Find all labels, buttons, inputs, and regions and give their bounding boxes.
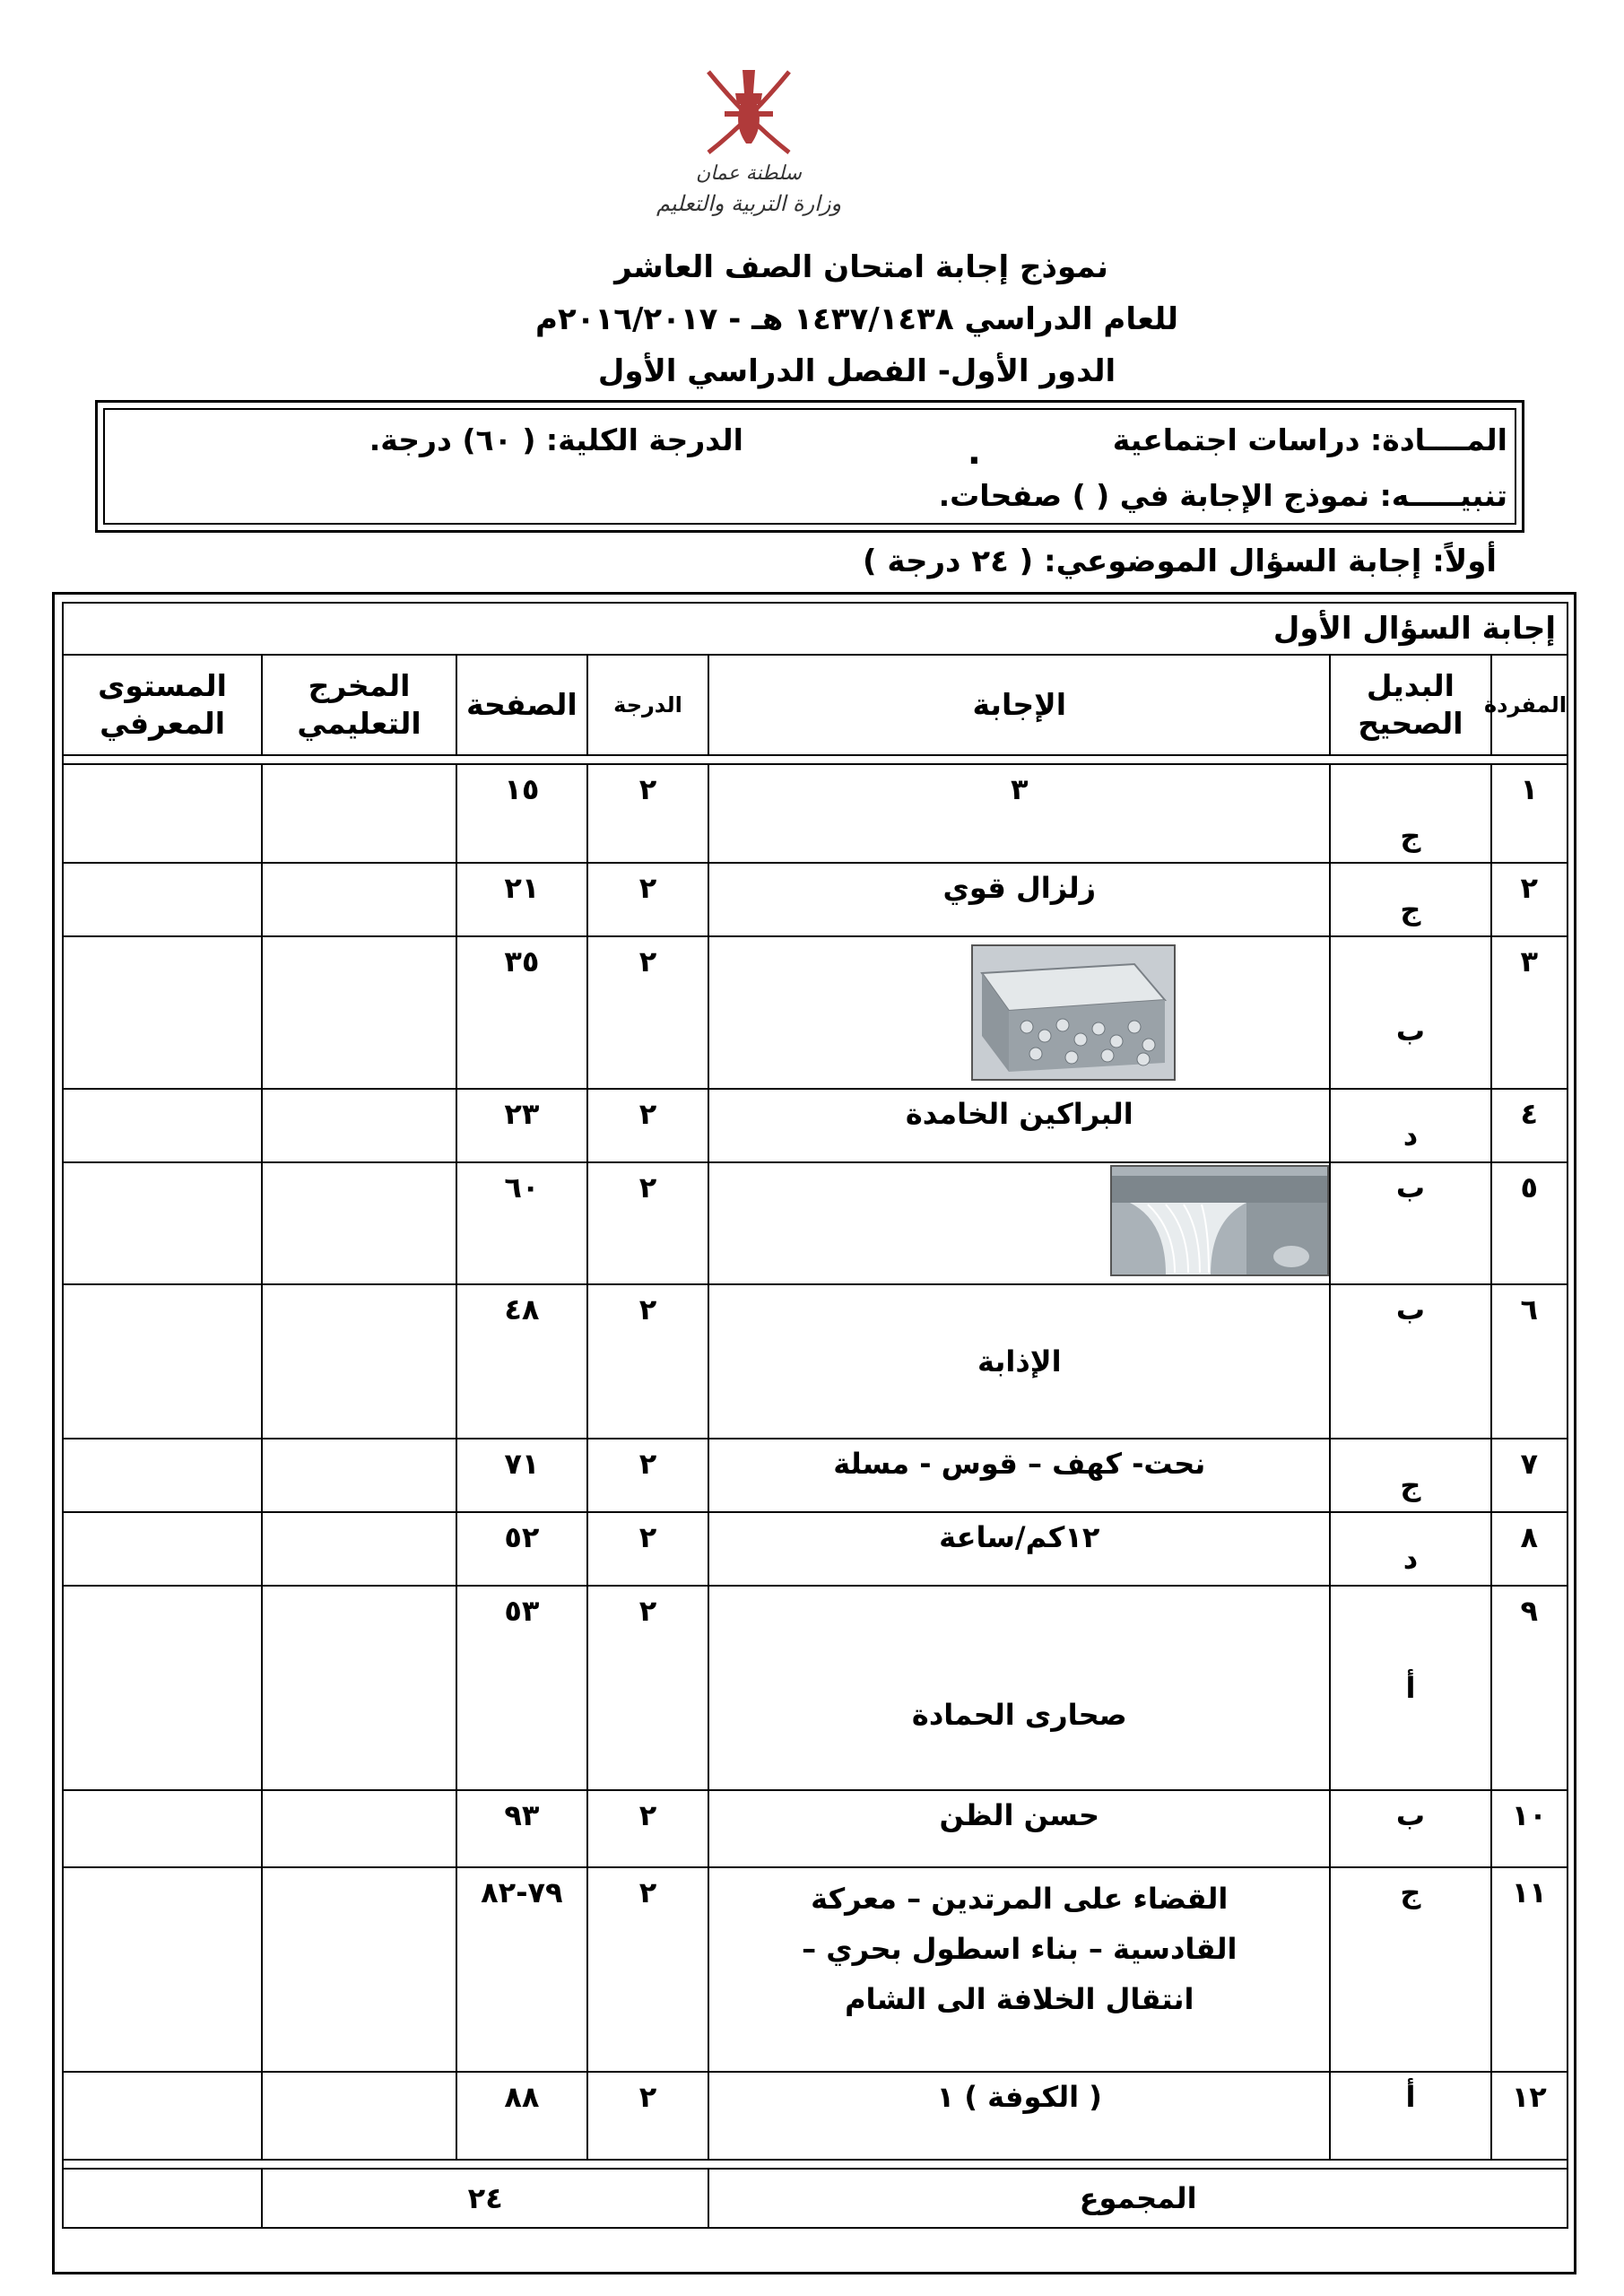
- item-number: ٨: [1491, 1512, 1568, 1586]
- outcome-cell: [262, 764, 456, 863]
- level-cell: [63, 1512, 262, 1586]
- oman-emblem-icon: [646, 54, 852, 224]
- item-number: ١: [1491, 764, 1568, 863]
- item-number: ٢: [1491, 863, 1568, 936]
- item-number: ٩: [1491, 1586, 1568, 1790]
- header-choice: البديل الصحيح: [1330, 655, 1490, 755]
- answer-line: انتقال الخلافة الى الشام: [845, 1982, 1194, 2016]
- header-level: المستوى المعرفي: [63, 655, 262, 755]
- table-row: [63, 863, 1568, 936]
- page-number: ٣٥: [456, 936, 587, 1089]
- mark: ٢: [587, 1162, 708, 1284]
- table-row: [63, 764, 1568, 863]
- header-item: المفردة: [1491, 655, 1568, 755]
- item-number: ٦: [1491, 1284, 1568, 1439]
- item-number: ٧: [1491, 1439, 1568, 1512]
- outcome-cell: [262, 936, 456, 1089]
- correct-choice: ج: [1330, 863, 1490, 936]
- total-row: [63, 2169, 1568, 2228]
- mark: ٢: [587, 1586, 708, 1790]
- level-cell: [63, 1586, 262, 1790]
- answer-image-cell: [708, 936, 1330, 1089]
- answer-text: ٣: [708, 764, 1330, 863]
- outcome-cell: [262, 1586, 456, 1790]
- mark: ٢: [587, 1284, 708, 1439]
- page-number: ٢٣: [456, 1089, 587, 1162]
- document-title: نموذج إجابة امتحان الصف العاشر: [614, 249, 1108, 285]
- waterfall-image: [1110, 1165, 1329, 1276]
- correct-choice: ب: [1330, 1284, 1490, 1439]
- page-number: ٩٣: [456, 1790, 587, 1867]
- table-row: [63, 1512, 1568, 1586]
- total-empty-cell: [63, 2169, 262, 2228]
- level-cell: [63, 1284, 262, 1439]
- total-value: ٢٤: [262, 2169, 708, 2228]
- svg-text:وزارة التربية والتعليم: وزارة التربية والتعليم: [656, 191, 842, 216]
- answer-text-multiline: [708, 1867, 1330, 2072]
- table-row: [63, 1586, 1568, 1790]
- answer-line: القادسية – بناء اسطول بحري –: [802, 1932, 1238, 1966]
- table-row: [63, 1439, 1568, 1512]
- level-cell: [63, 1790, 262, 1867]
- answer-line: القضاء على المرتدين – معركة: [811, 1882, 1229, 1916]
- page-number: ٨٨: [456, 2072, 587, 2160]
- mark: ٢: [587, 1439, 708, 1512]
- outcome-cell: [262, 1512, 456, 1586]
- svg-text:سلطنة عمان: سلطنة عمان: [696, 162, 802, 185]
- table-row: [63, 1089, 1568, 1162]
- outcome-cell: [262, 1439, 456, 1512]
- outcome-cell: [262, 1867, 456, 2072]
- outcome-cell: [262, 1162, 456, 1284]
- header-outcome: المخرج التعليمي: [262, 655, 456, 755]
- total-label: المجموع: [708, 2169, 1568, 2228]
- outcome-cell: [262, 2072, 456, 2160]
- mark: ٢: [587, 1790, 708, 1867]
- level-cell: [63, 863, 262, 936]
- item-number: ٣: [1491, 936, 1568, 1089]
- correct-choice: أ: [1330, 1586, 1490, 1790]
- header-mark: الدرجة: [587, 655, 708, 755]
- item-number: ٥: [1491, 1162, 1568, 1284]
- answer-text: البراكين الخامدة: [708, 1089, 1330, 1162]
- page-number: ٥٣: [456, 1586, 587, 1790]
- outcome-cell: [262, 863, 456, 936]
- table-row: [63, 1790, 1568, 1867]
- mark: ٢: [587, 863, 708, 936]
- pages-notice: تنبيـــــه: نموذج الإجابة في ( ) صفحات.: [938, 478, 1507, 513]
- subject-label: المــــادة: دراسات اجتماعية: [1112, 422, 1507, 457]
- mark: ٢: [587, 1512, 708, 1586]
- academic-year: للعام الدراسي ١٤٣٧/١٤٣٨ هـ - ٢٠١٦/٢٠١٧م: [535, 301, 1178, 337]
- page-number: ١٥: [456, 764, 587, 863]
- mark: ٢: [587, 764, 708, 863]
- level-cell: [63, 2072, 262, 2160]
- dot-mark: .: [967, 431, 981, 473]
- correct-choice: ب: [1330, 936, 1490, 1089]
- mark: ٢: [587, 936, 708, 1089]
- level-cell: [63, 1162, 262, 1284]
- page-number: ٢١: [456, 863, 587, 936]
- page-number: ٧٩-٨٢: [456, 1867, 587, 2072]
- level-cell: [63, 1089, 262, 1162]
- item-number: ٤: [1491, 1089, 1568, 1162]
- answer-image-cell: [708, 1162, 1330, 1284]
- answer-text: حسن الظن: [708, 1790, 1330, 1867]
- correct-choice: د: [1330, 1089, 1490, 1162]
- item-number: ١١: [1491, 1867, 1568, 2072]
- sedimentary-layers-image: [971, 944, 1176, 1081]
- table-row: [63, 936, 1568, 1089]
- correct-choice: ب: [1330, 1790, 1490, 1867]
- answer-table: [62, 602, 1568, 2229]
- mark: ٢: [587, 2072, 708, 2160]
- header-page: الصفحة: [456, 655, 587, 755]
- table-row: [63, 1284, 1568, 1439]
- mark: ٢: [587, 1867, 708, 2072]
- page-number: ٤٨: [456, 1284, 587, 1439]
- objective-section-heading: أولاً: إجابة السؤال الموضوعي: ( ٢٤ درجة ): [862, 544, 1497, 579]
- outcome-cell: [262, 1790, 456, 1867]
- correct-choice: ج: [1330, 1867, 1490, 2072]
- item-number: ١٢: [1491, 2072, 1568, 2160]
- correct-choice: ب: [1330, 1162, 1490, 1284]
- table-row: [63, 1867, 1568, 2072]
- item-number: ١٠: [1491, 1790, 1568, 1867]
- level-cell: [63, 936, 262, 1089]
- ministry-emblem: [646, 54, 852, 224]
- answer-text: الإذابة: [708, 1284, 1330, 1439]
- table-row: [63, 2072, 1568, 2160]
- answer-text: ١٢كم/ساعة: [708, 1512, 1330, 1586]
- page-number: ٥٢: [456, 1512, 587, 1586]
- correct-choice: د: [1330, 1512, 1490, 1586]
- outcome-cell: [262, 1284, 456, 1439]
- answer-text: صحارى الحمادة: [708, 1586, 1330, 1790]
- answer-text: ( الكوفة ) ١: [708, 2072, 1330, 2160]
- page-number: ٧١: [456, 1439, 587, 1512]
- answer-table-frame: [52, 592, 1576, 2274]
- exam-term: الدور الأول- الفصل الدراسي الأول: [597, 353, 1116, 389]
- total-marks: الدرجة الكلية: ( ٦٠) درجة.: [369, 422, 743, 457]
- correct-choice: ج: [1330, 1439, 1490, 1512]
- mark: ٢: [587, 1089, 708, 1162]
- exam-info-box: [95, 400, 1524, 533]
- level-cell: [63, 1867, 262, 2072]
- level-cell: [63, 764, 262, 863]
- question-title: إجابة السؤال الأول: [63, 603, 1568, 655]
- header-answer: الإجابة: [708, 655, 1330, 755]
- correct-choice: ج: [1330, 764, 1490, 863]
- correct-choice: أ: [1330, 2072, 1490, 2160]
- answer-text: زلزال قوي: [708, 863, 1330, 936]
- answer-text: نحت- كهف – قوس - مسلة: [708, 1439, 1330, 1512]
- level-cell: [63, 1439, 262, 1512]
- page-number: ٦٠: [456, 1162, 587, 1284]
- outcome-cell: [262, 1089, 456, 1162]
- table-row: [63, 1162, 1568, 1284]
